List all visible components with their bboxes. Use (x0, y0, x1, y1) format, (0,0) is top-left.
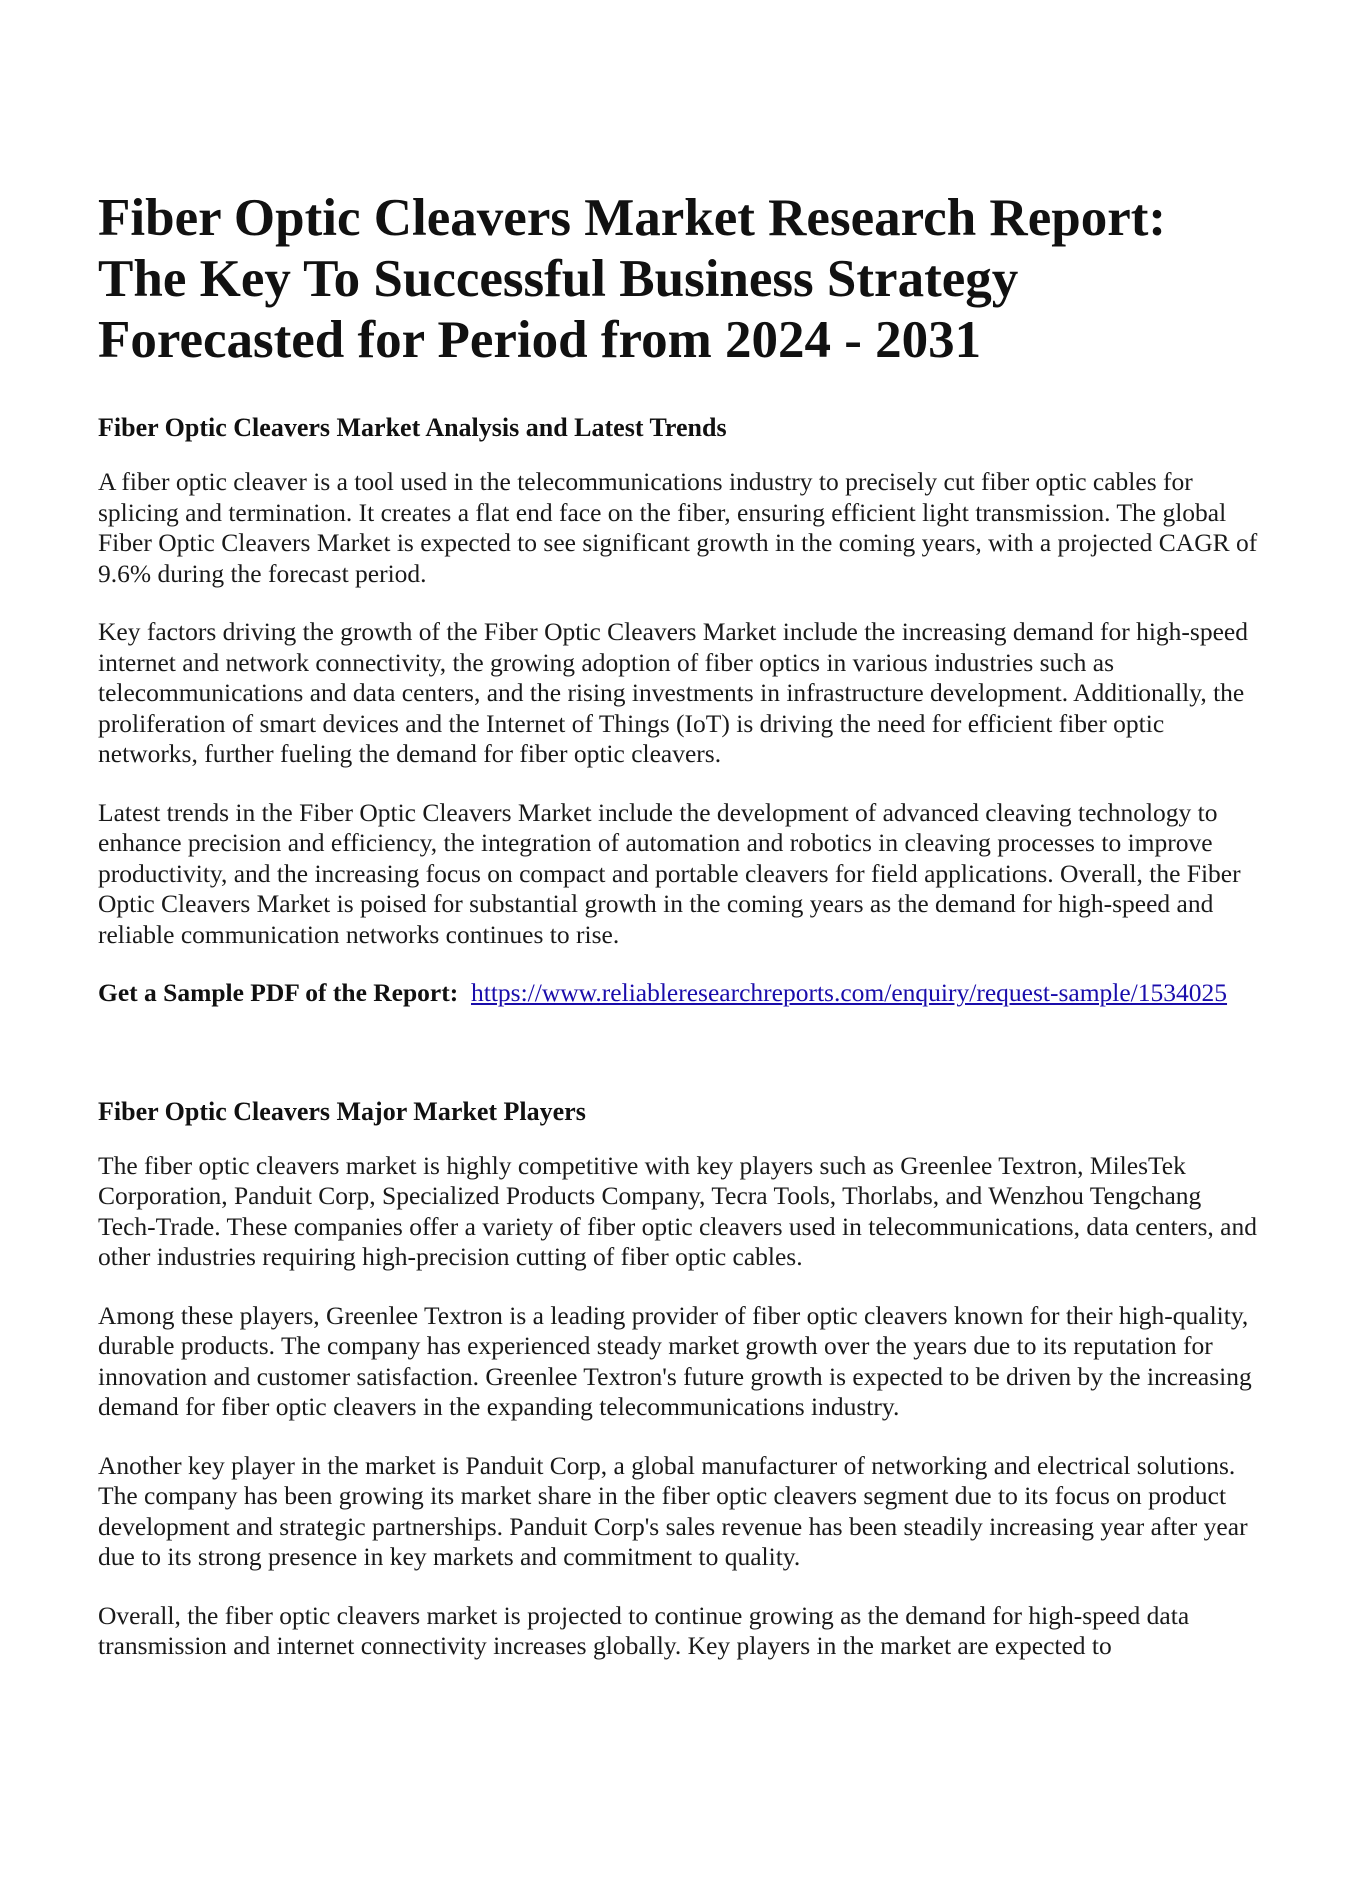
paragraph: The fiber optic cleavers market is highly competitive with key players such as Greenlee Textron, MilesTek Corporation, Panduit Corp, Specialized Products Company, Tecra Tools, Thorlabs, and Wenzhou Tengchang Tech-Trade. These companies offer a variety of fiber optic cleavers used in telecommunications, data centers, and other industries requiring high-precision cutting of fiber optic cables. (98, 1150, 1257, 1271)
paragraph: Another key player in the market is Panduit Corp, a global manufacturer of networking and electrical solutions. The company has been growing its market share in the fiber optic cleavers segment due to its focus on product development and strategic partnerships. Panduit Corp's sales revenue has been steadily increasing year after year due to its strong presence in key markets and commitment to quality. (98, 1450, 1248, 1571)
sample-pdf-line (98, 978, 1258, 1009)
section-heading-analysis: Fiber Optic Cleavers Market Analysis and Latest Trends (98, 413, 727, 442)
paragraph: Latest trends in the Fiber Optic Cleavers Market include the development of advanced cleaving technology to enhance precision and efficiency, the integration of automation and robotics in cleaving processes to improve productivity, and the increasing focus on compact and portable cleavers for field applications. Overall, the Fiber Optic Cleavers Market is poised for substantial growth in the coming years as the demand for high-speed and reliable communication networks continues to rise. (98, 797, 1241, 949)
paragraph: Key factors driving the growth of the Fiber Optic Cleavers Market include the increasing demand for high-speed internet and network connectivity, the growing adoption of fiber optics in various industries such as telecommunications and data centers, and the rising investments in infrastructure development. Additionally, the proliferation of smart devices and the Internet of Things (IoT) is driving the need for efficient fiber optic networks, further fueling the demand for fiber optic cleavers. (98, 617, 1248, 768)
sample-pdf-link[interactable]: https://www.reliableresearchreports.com/enquiry/request-sample/1534025 (470, 978, 1228, 1007)
paragraph: Overall, the fiber optic cleavers market is projected to continue growing as the demand for high-speed data transmission and internet connectivity increases globally. Key players in the market are expected to (98, 1600, 1190, 1660)
sample-pdf-label: Get a Sample PDF of the Report: (98, 978, 459, 1007)
document-page (98, 188, 1258, 1662)
paragraph: Among these players, Greenlee Textron is a leading provider of fiber optic cleavers known for their high-quality, durable products. The company has experienced steady market growth over the years due to its reputation for innovation and customer satisfaction. Greenlee Textron's future growth is expected to be driven by the increasing demand for fiber optic cleavers in the expanding telecommunications industry. (98, 1300, 1252, 1421)
paragraph: A fiber optic cleaver is a tool used in the telecommunications industry to precisely cut fiber optic cables for splicing and termination. It creates a flat end face on the fiber, ensuring efficient light transmission. The global Fiber Optic Cleavers Market is expected to see significant growth in the coming years, with a projected CAGR of 9.6% during the forecast period. (98, 467, 1258, 588)
document-title: Fiber Optic Cleavers Market Research Report: The Key To Successful Business Strategy Forecasted for Period from 2024 - 2031 (98, 189, 1167, 369)
section-heading-players: Fiber Optic Cleavers Major Market Players (98, 1096, 586, 1126)
